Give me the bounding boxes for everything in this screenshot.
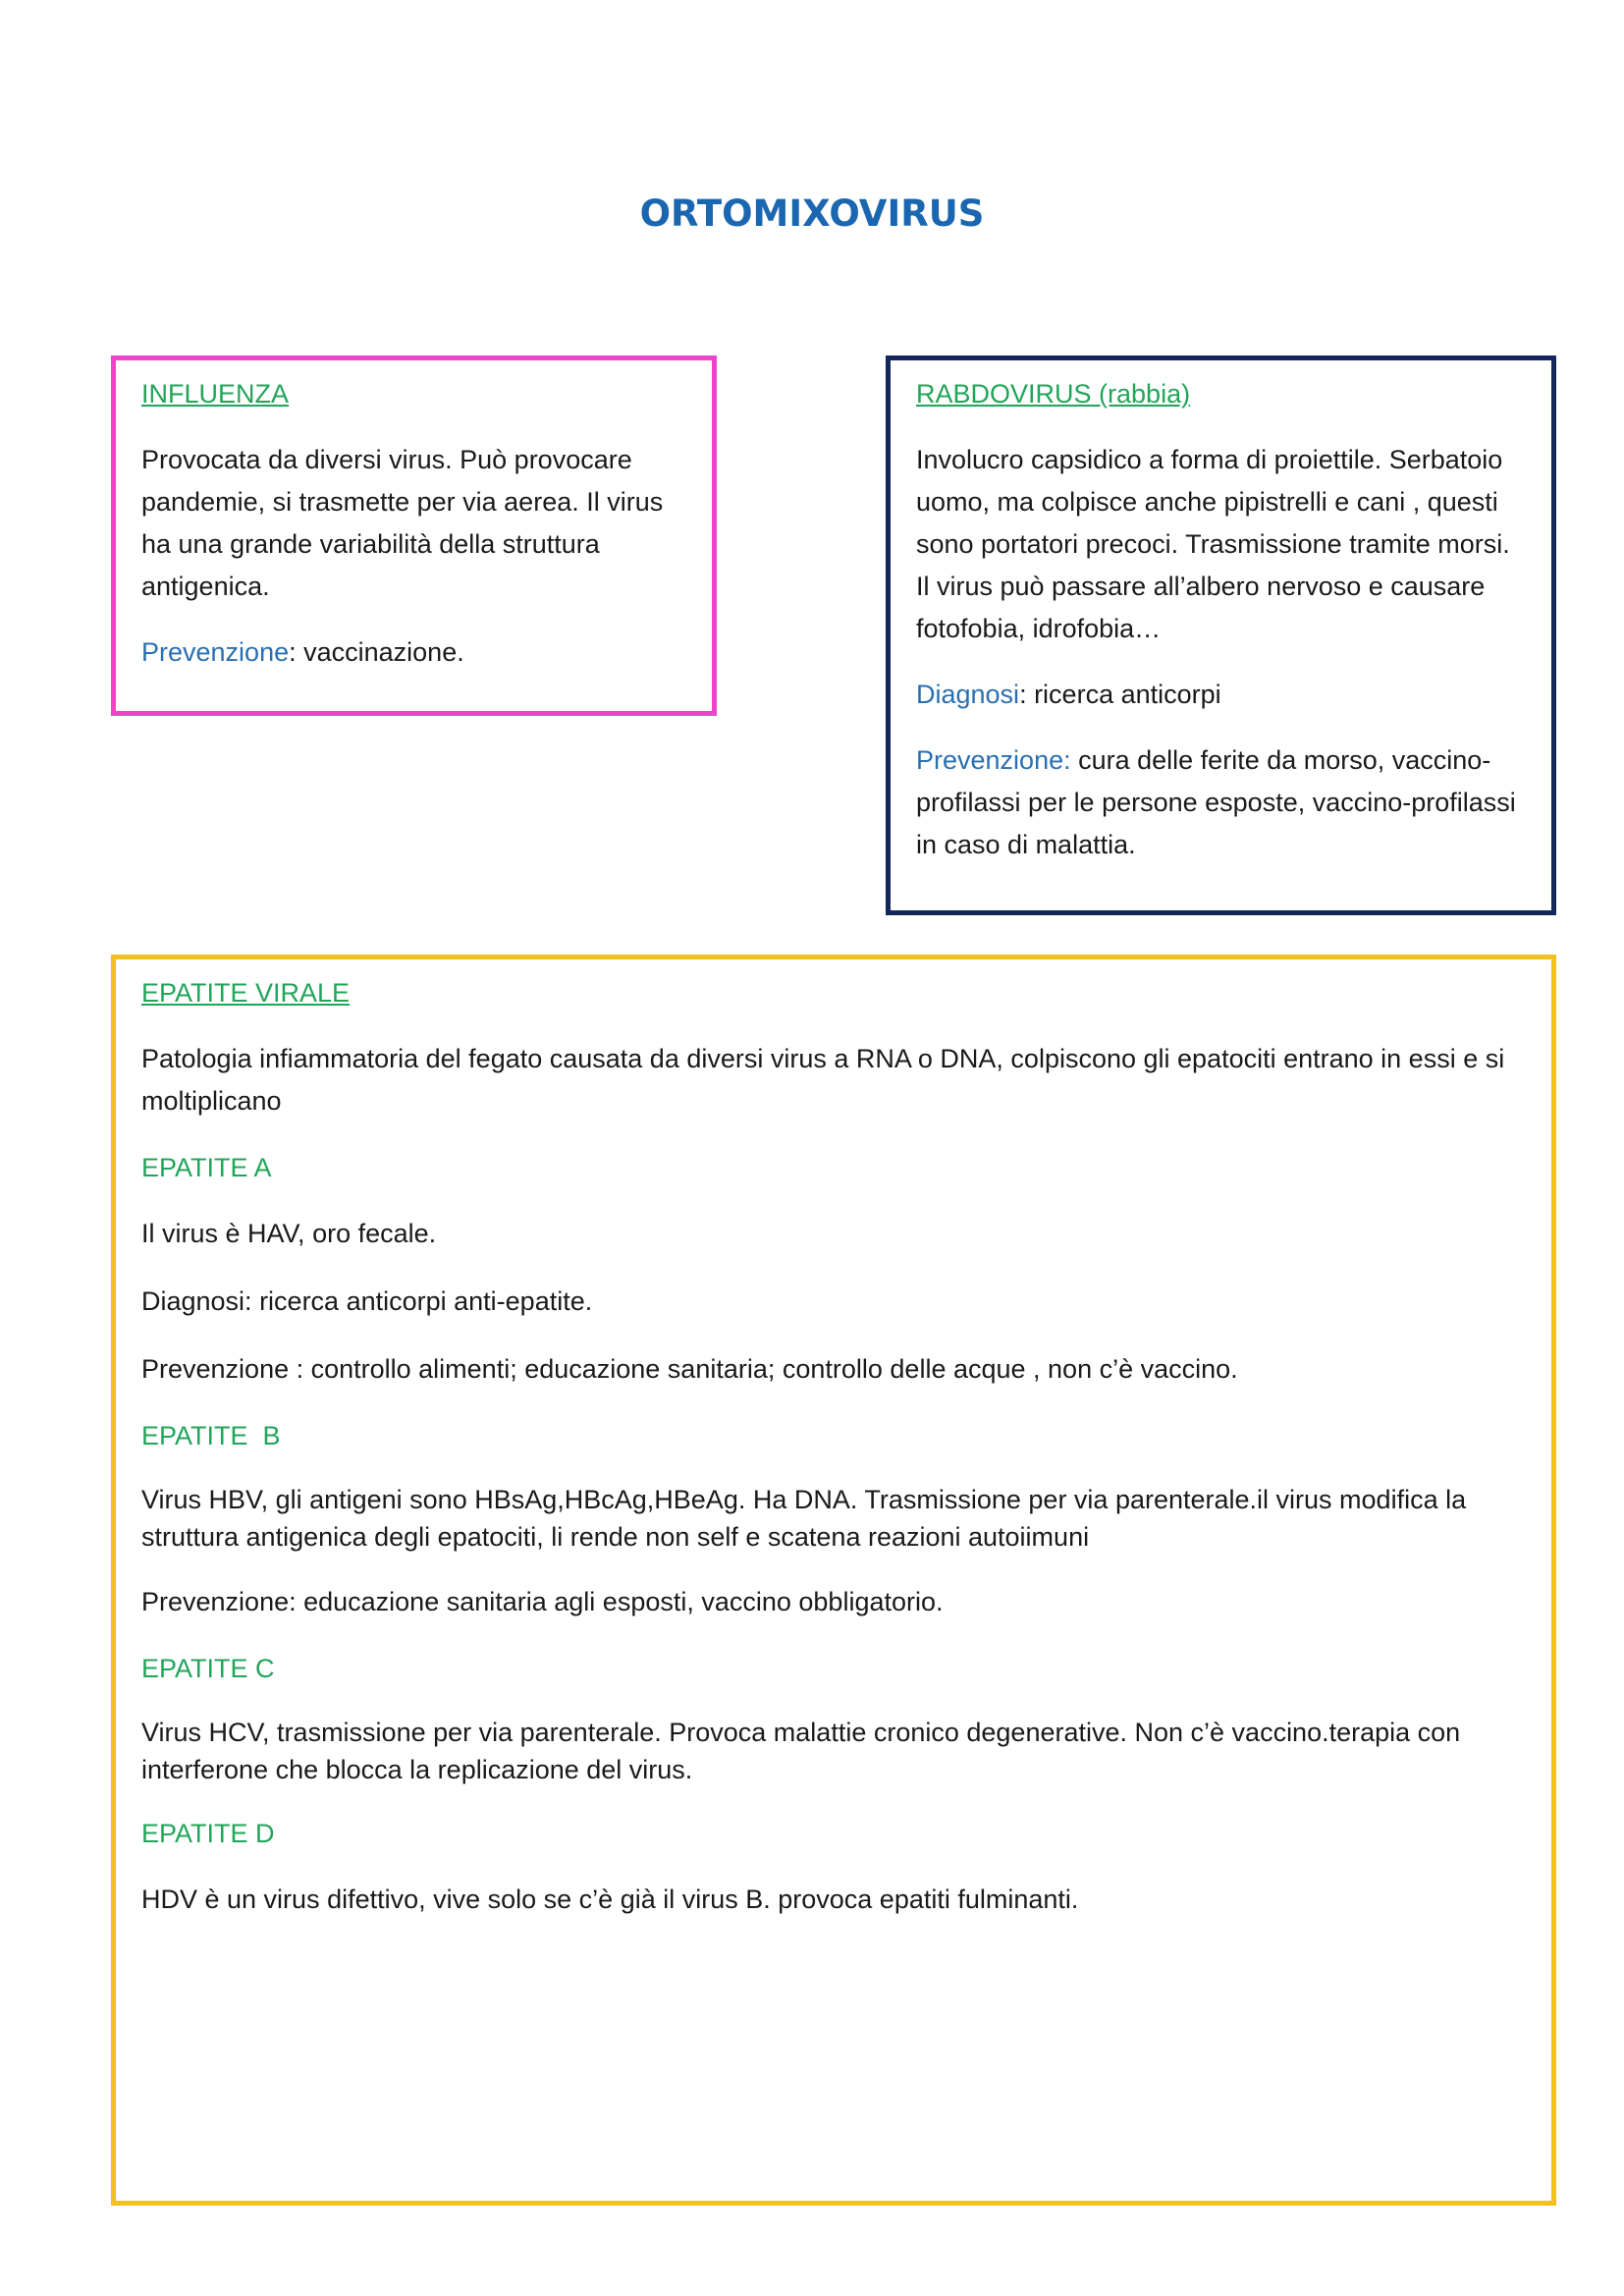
epatite-c-heading: EPATITE C xyxy=(141,1654,275,1683)
rabdovirus-description: Involucro capsidico a forma di proiettile. Serbatoio uomo, ma colpisce anche pipistrelli e cani , questi sono portatori precoci. Trasmissione tramite morsi. Il virus può passare all’albero nervoso e causare fotofobia, idrofobia… xyxy=(916,445,1510,643)
rabdovirus-box xyxy=(886,355,1556,915)
influenza-prevention xyxy=(141,631,686,674)
epatite-b-heading: EPATITE B xyxy=(141,1421,281,1450)
influenza-box xyxy=(111,355,717,716)
epatite-d-heading: EPATITE D xyxy=(141,1819,275,1848)
epatite-a-heading: EPATITE A xyxy=(141,1153,272,1182)
epatite-b-prevention: Prevenzione: educazione sanitaria agli esposti, vaccino obbligatorio. xyxy=(141,1587,944,1616)
rabdovirus-prevention-text: cura delle ferite da morso, vaccino-profilassi per le persone esposte, vaccino-profilassi in caso di malattia. xyxy=(916,745,1516,859)
influenza-prevention-text: : vaccinazione. xyxy=(289,637,464,667)
epatite-c-virus: Virus HCV, trasmissione per via parenterale. Provoca malattie cronico degenerative. Non c’è vaccino.terapia con interferone che blocca la replicazione del virus. xyxy=(141,1718,1461,1784)
epatite-a-diagnosis: Diagnosi: ricerca anticorpi anti-epatite. xyxy=(141,1286,593,1316)
rabdovirus-prevention xyxy=(916,739,1526,866)
rabdovirus-diagnosis-label: Diagnosi xyxy=(916,680,1020,709)
epatite-d-virus: HDV è un virus difettivo, vive solo se c’è già il virus B. provoca epatiti fulminanti. xyxy=(141,1885,1079,1914)
epatite-box xyxy=(111,955,1556,2206)
influenza-heading: INFLUENZA xyxy=(141,379,290,409)
influenza-description: Provocata da diversi virus. Può provocare pandemie, si trasmette per via aerea. Il virus ha una grande variabilità della struttura antigenica. xyxy=(141,445,664,601)
rabdovirus-prevention-label: Prevenzione: xyxy=(916,745,1071,775)
influenza-prevention-label: Prevenzione xyxy=(141,637,290,667)
epatite-a-virus: Il virus è HAV, oro fecale. xyxy=(141,1219,437,1248)
epatite-a-prevention: Prevenzione : controllo alimenti; educazione sanitaria; controllo delle acque , non c’è vaccino. xyxy=(141,1354,1238,1384)
rabdovirus-diagnosis-text: : ricerca anticorpi xyxy=(1019,680,1221,709)
epatite-intro: Patologia infiammatoria del fegato causata da diversi virus a RNA o DNA, colpiscono gli epatociti entrano in essi e si moltiplicano xyxy=(141,1044,1505,1116)
page-title: ORTOMIXOVIRUS xyxy=(639,192,985,235)
rabdovirus-heading: RABDOVIRUS (rabbia) xyxy=(916,379,1191,409)
epatite-b-virus: Virus HBV, gli antigeni sono HBsAg,HBcAg,HBeAg. Ha DNA. Trasmissione per via parenterale.il virus modifica la struttura antigenica degli epatociti, li rende non self e scatena reazioni autoiimuni xyxy=(141,1485,1467,1552)
rabdovirus-diagnosis xyxy=(916,674,1526,716)
epatite-heading: EPATITE VIRALE xyxy=(141,978,351,1008)
